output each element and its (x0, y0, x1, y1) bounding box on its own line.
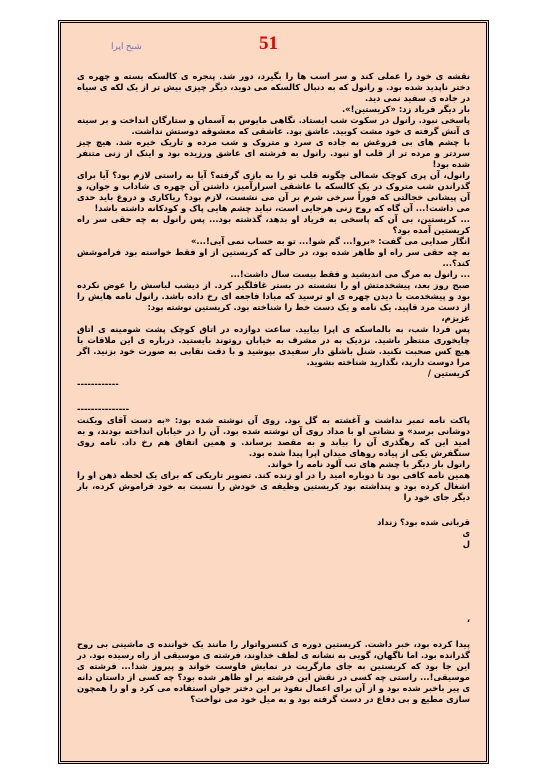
page-frame (58, 20, 489, 764)
stray-mark: ل (462, 539, 470, 549)
spacer (77, 550, 470, 614)
page-body (77, 71, 470, 705)
paragraph: به چه حقی سر راه او ظاهر شده بود، در حالی که کریستین از او فقط خواسته بود فراموشش کند؟... (77, 247, 470, 268)
divider-long: --------------- (77, 404, 130, 414)
paragraph: ... کریستین، بی آن که پاسخی به فریاد او بدهد، گذشته بود... پس رانول به چه حقی سر راه کریستین آمده بود؟ (77, 214, 470, 235)
paragraph: پاکت نامه تمبر نداشت و آغشته به گل بود. روی آن نوشته شده بود: «به دست آقای ویکنت دوشانی برسد» و نشانی او با مداد روی آن نوشته شده بود. آن را در خیابان انداخته بودند، و به امید این که رهگذری آن را بیابد و به مقصد برساند. و همین اتفاق هم رخ داد. نامه روی سنگفرش یکی از پیاده روهای میدان اپرا پیدا شده بود. (77, 415, 470, 458)
divider-short: ------------ (77, 379, 119, 389)
page-number: 51 (259, 33, 278, 54)
letter-signature: کریستین / (427, 368, 470, 378)
paragraph: بار دیگر فریاد زد: «کریستین!». (342, 104, 470, 114)
paragraph: رانول بار دیگر با چشم های تب آلود نامه را خواند. (267, 459, 470, 469)
stray-mark: ، (466, 614, 470, 624)
spacer (77, 625, 470, 639)
book-title: شبح اپرا (111, 41, 142, 51)
letter-body: پس فردا شب، به بالماسکه ی اپرا بیایید. ساعت دوازده در اتاق کوچک پشت شومینه ی اتاق چایخوری منتظر باشید. نزدیک به در مشرف به خیابان روتوند بایستید. درباره ی این ملاقات با هیچ کس صحبت نکنید. شنل باشلق دار سفیدی بپوشید و با دقت نقابی به صورت خود بزنید. اگر مرا دوست دارید، نگذارید شناخته بشوید. (77, 324, 470, 367)
spacer (77, 390, 470, 404)
paragraph: با چشم های بی فروغش به جاده ی سرد و متروک و شب مرده و تاریک خیره شد. هیچ چیز سردتر و مرده تر از قلب او نبود. رانول به فرشته ای عاشق ورزیده بود و اینک از زنی متنفر شده بود! (77, 137, 470, 169)
spacer (77, 503, 470, 517)
paragraph: رانول، آن پری کوچک شمالی چگونه قلب تو را به بازی گرفته؟ آیا به راستی لازم بود؟ آیا برای گذراندن شب متروک در یک کالسکه با عاشقی اسرارآمیز، داشتن آن چهره ی شاداب و جوان، و آن پیشانی خجالتی که فوراً سرخی شرم بر آن می نشست، لازم بود؟ ریاکاری و دروغ باید حدی می داشت!... آن گاه که روح زنی هرجایی است، نباید چشم هایی پاک و کودکانه داشته باشد! (77, 170, 470, 213)
fragment-line: قربانی شده بود؟ زنداد (377, 517, 470, 527)
paragraph: پاسخی نبود. رانول در سکوت شب ایستاد. نگاهی مایوس به آسمان و ستارگان انداخت و بر سینه ی آتش گرفته ی خود مشت کوبید. عاشق بود. عاشقی که معشوقه دوستش نداشت. (77, 115, 470, 136)
page-header (61, 29, 486, 59)
letter-salutation: عزیزم، (441, 313, 470, 323)
paragraph: همین نامه کافی بود تا دوباره امید را در او زنده کند. تصویر تاریکی که برای یک لحظه ذهن او را اشغال کرده بود و پنداشته بود کریستین وظیفه ی خودش را نسبت به خود فراموش کرده، بار دیگر جای خود را (77, 470, 470, 502)
paragraph: انگار صدایی می گفت: «برو!... گم شو!... تو به حساب نمی آیی!...» (191, 236, 470, 246)
paragraph: ... رانول به مرگ می اندیشید و فقط بیست سال داشت!... (230, 269, 470, 279)
paragraph: پیدا کرده بود، خبر داشت. کریستین دوره ی کنسرواتوار را مانند یک خواننده ی ماشینی بی روح گذرانده بود. اما ناگهان، گویی به نشانه ی لطف خداوند، فرشته ی موسیقی از راه رسیده بود. در این جا بود که کریستین به جای مارگریت در نمایش فاوست خواند و پیروز شد!... فرشته ی موسیقی!... راستی چه کسی در نقش این فرشته بر او ظاهر شده بود؟ چه کسی از داستان دانه ی پیر باخبر شده بود و از آن برای اعمال نفوذ بر این دختر جوان استفاده می کرد و او را همچون سازی مطیع و بی دفاع در دست گرفته بود و به میل خود می نواخت؟ (77, 639, 470, 704)
paragraph: صبح روز بعد، پیشخدمتش او را نشسته در بستر غافلگیر کرد. از دیشب لباسش را عوض نکرده بود و پیشخدمت با دیدن چهره ی او ترسید که مبادا فاجعه ای رخ داده باشد. رانول نامه هایش را از دست مرد قاپید. یک نامه و یک دست خط را شناخته بود. کریستین نوشته بود: (77, 280, 470, 312)
stray-mark: ی (462, 528, 470, 538)
paragraph: نقشه ی خود را عملی کند و سر اسب ها را بگیرد، دور شد. پنجره ی کالسکه بسته و چهره ی دختر ناپدید شده بود. و رانول که به دنبال کالسکه می دوید، دیگر چیزی بیش تر از یک لکه ی سیاه در جاده ی سفید نمی دید. (77, 71, 470, 103)
